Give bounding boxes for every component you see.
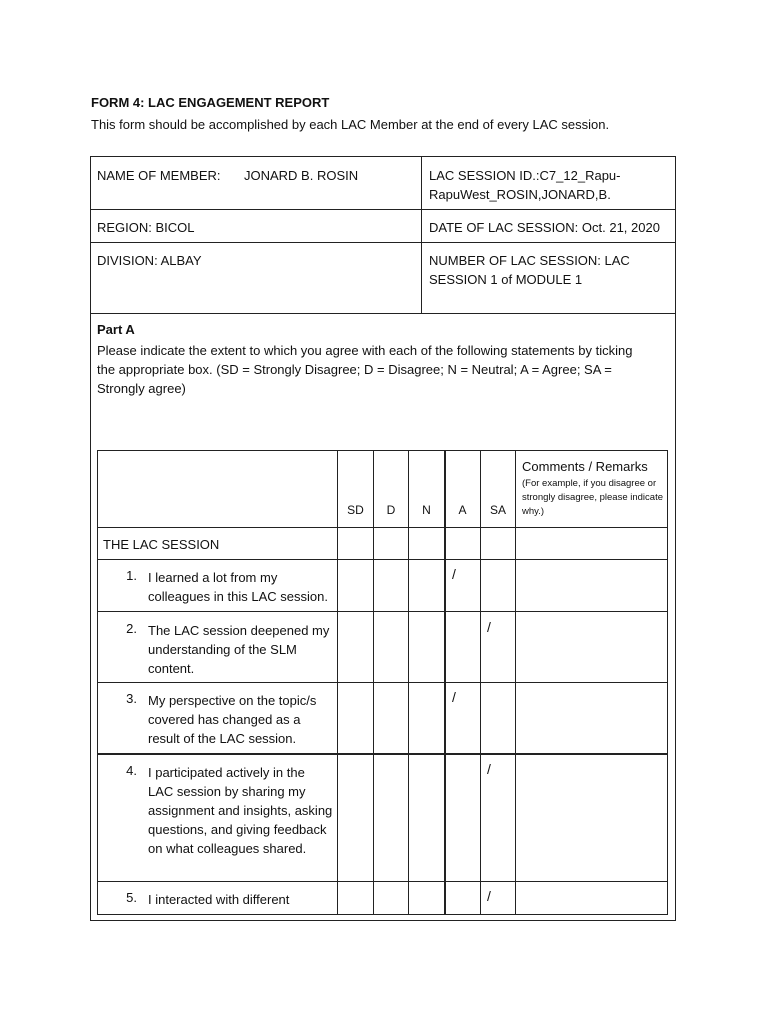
row-divider [97, 682, 668, 683]
session-date: DATE OF LAC SESSION: Oct. 21, 2020 [429, 220, 660, 235]
tick-mark: / [487, 619, 491, 635]
statement-number: 4. [126, 763, 137, 778]
statement-text: I participated actively in the LAC session by sharing my assignment and insights, asking questions, and giving feedback on what colleagues shared. [148, 765, 333, 856]
row-divider [97, 881, 668, 882]
statement-number: 5. [126, 890, 137, 905]
info-divider [421, 157, 422, 314]
comments-header: Comments / Remarks [522, 459, 648, 474]
statement-number: 3. [126, 691, 137, 706]
statement-text: I interacted with different [148, 892, 290, 907]
session-number: NUMBER OF LAC SESSION: LAC SESSION 1 of MODULE 1 [429, 253, 630, 287]
tick-mark: / [487, 888, 491, 904]
statement-text: The LAC session deepened my understanding of the SLM content. [148, 623, 330, 676]
row-divider [97, 559, 668, 560]
col-header-a: A [458, 503, 467, 517]
part-a-label: Part A [97, 322, 135, 337]
form-title: FORM 4: LAC ENGAGEMENT REPORT [91, 95, 330, 110]
member-name-value: JONARD B. ROSIN [244, 168, 359, 183]
row-divider [97, 527, 668, 528]
division: DIVISION: ALBAY [97, 253, 202, 268]
row-divider [91, 313, 676, 314]
region: REGION: BICOL [97, 220, 195, 235]
col-header-d: D [386, 503, 396, 517]
row-divider [91, 242, 676, 243]
col-header-n: N [422, 503, 431, 517]
session-id: LAC SESSION ID.:C7_12_Rapu- RapuWest_ROSIN,JONARD,B. [429, 168, 621, 202]
col-header-sd: SD [347, 503, 364, 517]
tick-mark: / [452, 566, 456, 582]
comments-subheader: (For example, if you disagree or strongly disagree, please indicate why.) [522, 478, 664, 517]
statement-text: My perspective on the topic/s covered has changed as a result of the LAC session. [148, 693, 317, 746]
statement-number: 2. [126, 621, 137, 636]
part-a-instructions: Please indicate the extent to which you agree with each of the following statements by ticking the appropriate box. (SD = Strongly Disagree; D = Disagree; N = Neutral; A = Agree; SA = Strongly agree) [97, 343, 633, 396]
row-divider [97, 753, 668, 755]
section-label: THE LAC SESSION [103, 537, 220, 552]
col-header-sa: SA [489, 503, 506, 517]
form-instruction: This form should be accomplished by each LAC Member at the end of every LAC session. [91, 117, 610, 132]
row-divider [97, 611, 668, 612]
member-name-label: NAME OF MEMBER: [97, 168, 221, 183]
statement-number: 1. [126, 568, 137, 583]
statement-text: I learned a lot from my colleagues in this LAC session. [148, 570, 328, 604]
tick-mark: / [452, 689, 456, 705]
tick-mark: / [487, 761, 491, 777]
row-divider [91, 209, 676, 210]
